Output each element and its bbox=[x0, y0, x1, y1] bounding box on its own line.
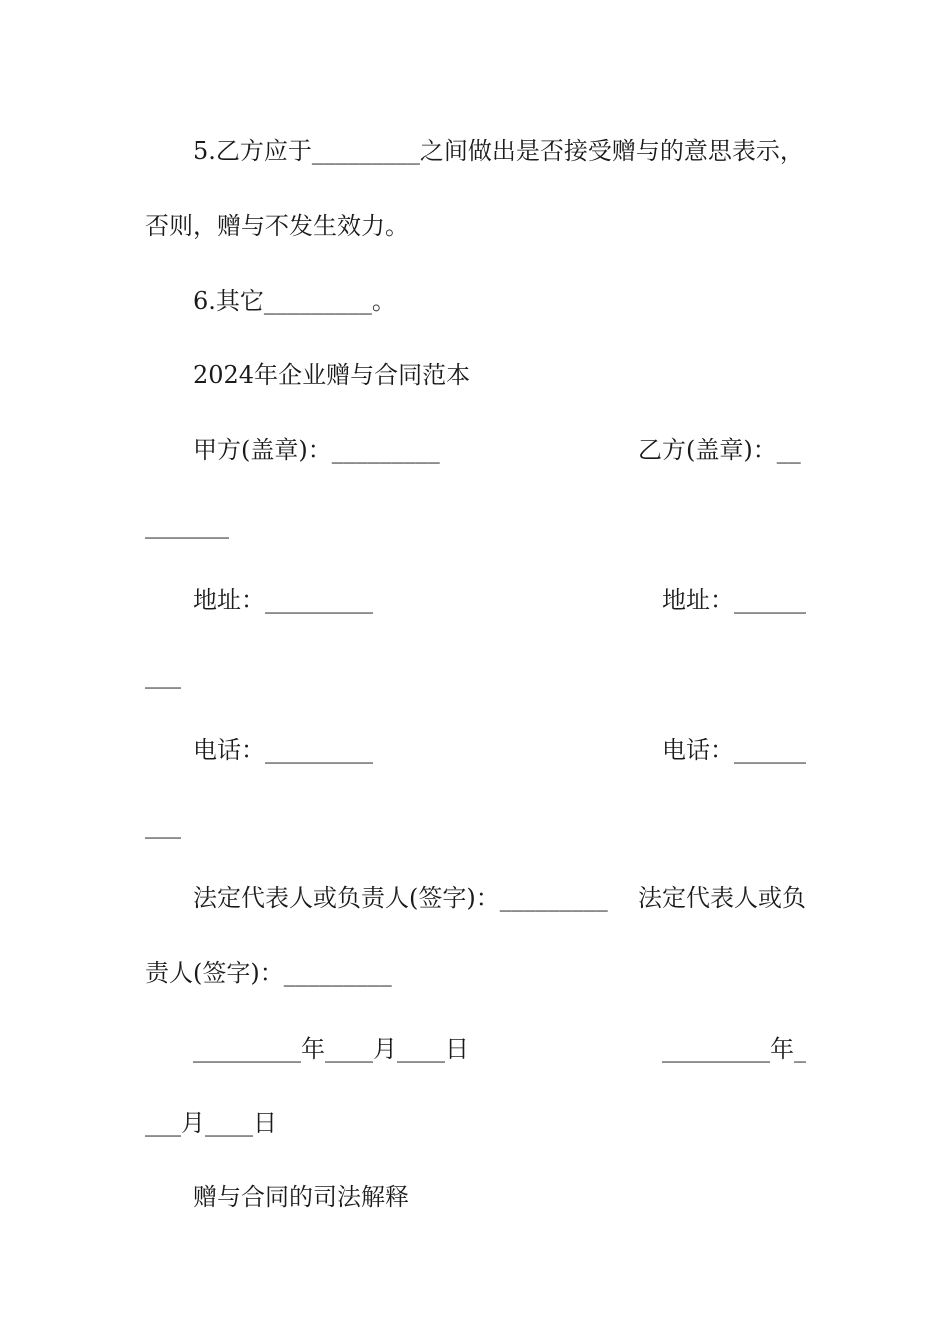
party-b-representative-continued: 责人(签字)：_________ bbox=[145, 959, 392, 987]
party-b-address: 地址：______ bbox=[662, 586, 806, 614]
party-b-phone: 电话：______ bbox=[662, 736, 806, 764]
party-a-representative: 法定代表人或负责人(签字)：_________ bbox=[193, 884, 608, 912]
party-b-seal-continued: _______ bbox=[145, 511, 229, 539]
item-5-line-1: 5.乙方应于_________之间做出是否接受赠与的意思表示， bbox=[193, 137, 804, 165]
party-a-date: _________年____月____日 bbox=[193, 1035, 469, 1063]
party-a-address: 地址：_________ bbox=[193, 586, 373, 614]
item-5-line-2: 否则，赠与不发生效力。 bbox=[145, 212, 409, 240]
party-b-date: _________年_ bbox=[662, 1035, 806, 1063]
section-title: 2024年企业赠与合同范本 bbox=[193, 361, 471, 389]
party-a-seal: 甲方(盖章)：_________ bbox=[193, 436, 440, 464]
party-b-phone-continued: ___ bbox=[145, 811, 181, 839]
party-a-phone: 电话：_________ bbox=[193, 736, 373, 764]
party-b-seal: 乙方(盖章)：__ bbox=[638, 436, 801, 464]
party-b-date-continued: ___月____日 bbox=[145, 1109, 277, 1137]
party-b-address-continued: ___ bbox=[145, 661, 181, 689]
next-heading: 赠与合同的司法解释 bbox=[193, 1183, 409, 1211]
item-6: 6.其它_________。 bbox=[193, 287, 396, 315]
party-b-representative: 法定代表人或负 bbox=[638, 884, 806, 912]
